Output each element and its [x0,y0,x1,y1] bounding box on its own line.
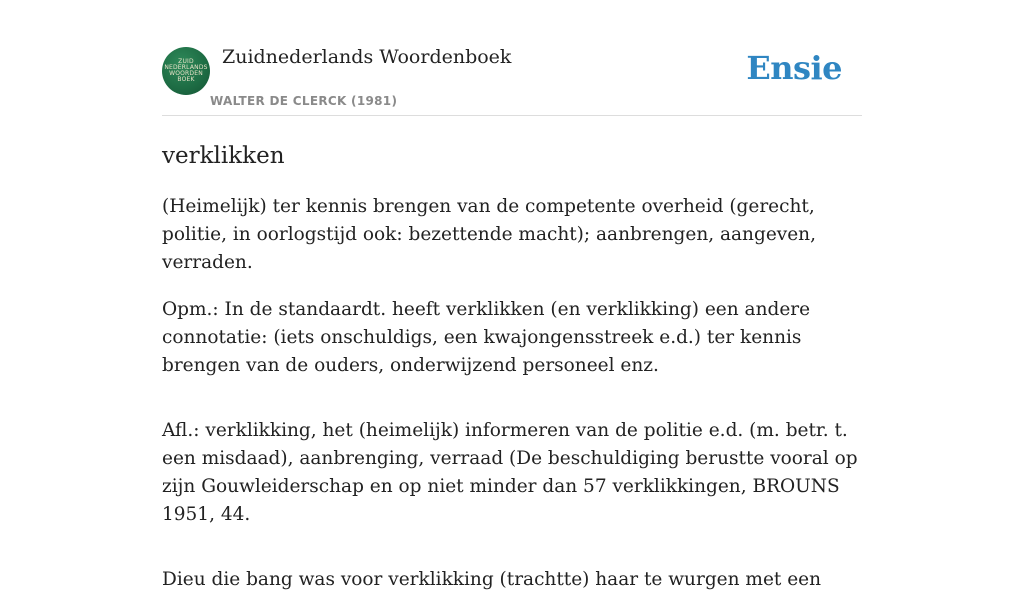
logo-text-line: NEDERLANDS [164,64,208,71]
entry-headword: verklikken [162,143,285,169]
dictionary-author: WALTER DE CLERCK (1981) [210,94,398,108]
header [162,0,862,116]
example-paragraph: Dieu die bang was voor verklikking (trachtte) haar te wurgen met een [162,569,822,590]
logo-text-line: ZUID [178,58,194,65]
remark-paragraph: Opm.: In de standaardt. heeft verklikken (en verklikking) een andere connotatie: (iets onschuldigs, een kwajongensstreek e.d.) ter kennis brengen van de ouders, onderwijzend personeel enz. [162,299,811,376]
ensie-brand-logo[interactable]: Ensie [746,49,842,87]
derivation-paragraph: Afl.: verklikking, het (heimelijk) informeren van de politie e.d. (m. betr. t. een misdaad), aanbrenging, verraad (De beschuldiging berustte vooral op zijn Gouwleiderschap en op niet minder dan 57 verklikkingen, BROUNS 1951, 44. [162,420,858,525]
definition-paragraph: (Heimelijk) ter kennis brengen van de competente overheid (gerecht, politie, in oorlogstijd ook: bezettende macht); aanbrengen, aangeven, verraden. [162,196,816,273]
logo-text-line: WOORDEN [169,70,203,77]
dictionary-title[interactable]: Zuidnederlands Woordenboek [222,46,512,68]
entry-content [162,193,862,594]
page [162,0,862,594]
logo-text-line: BOEK [177,76,195,83]
dictionary-logo[interactable] [162,47,210,95]
